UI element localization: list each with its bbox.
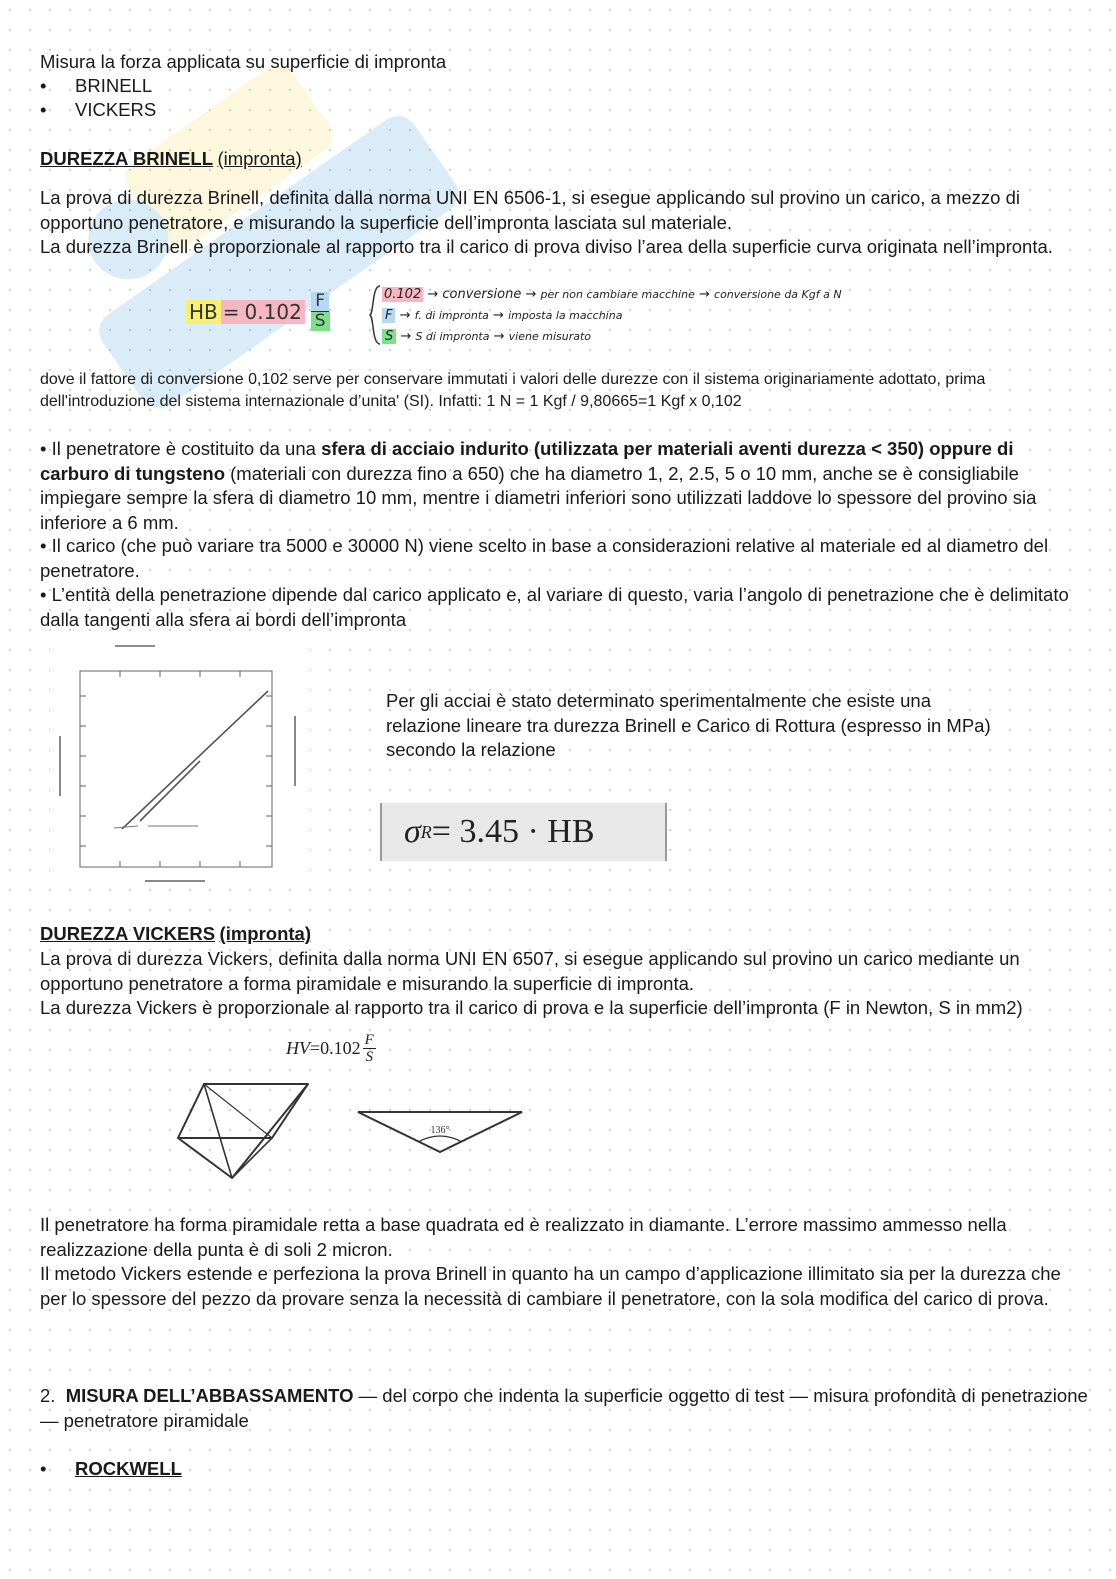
note-3a: S di impronta: [415, 330, 490, 343]
note-row-1: 0.102 → conversione → per non cambiare macchine → conversione da Kgf a N: [384, 287, 842, 302]
intro-bullet-brinell: [40, 74, 152, 99]
brinell-heading-paren: (impronta): [217, 148, 302, 169]
section-2-number: 2.: [40, 1385, 56, 1406]
hb-coef: 0.102: [242, 300, 305, 324]
hv-lhs: HV: [286, 1038, 310, 1058]
sigma-symbol: σ: [404, 813, 421, 850]
relation-rest: = 3.45 · HB: [431, 813, 595, 850]
pyramid-base: [178, 1084, 308, 1138]
hb-formula: [186, 292, 330, 331]
brinell-bullet-3: • L’entità della penetrazione dipende dal carico applicato e, al variare di questo, varia l’angolo di penetrazione che è delimitato dalla tangenti alla sfera ai bordi dell’impronta: [40, 584, 1069, 630]
intro-bullet-vickers: [40, 98, 156, 123]
note-2b: imposta la macchina: [508, 309, 623, 322]
hv-eq: =: [310, 1038, 321, 1058]
note-1a: conversione: [442, 287, 522, 302]
intro-line: Misura la forza applicata su superficie di impronta: [40, 51, 447, 72]
note-1b: per non cambiare macchine: [540, 288, 695, 301]
hb-num: F: [311, 292, 329, 312]
vickers-para3: Il penetratore ha forma piramidale retta a base quadrata ed è realizzato in diamante. L’errore massimo ammesso nella realizzazione della punta è di soli 2 micron.: [40, 1214, 1007, 1260]
hv-den: S: [365, 1049, 373, 1065]
bullet-glyph: •: [40, 1458, 47, 1479]
brinell-heading: [40, 148, 302, 170]
note-key-2: F: [382, 308, 395, 323]
bullet-label: VICKERS: [75, 99, 157, 120]
hv-num: F: [364, 1032, 374, 1048]
vickers-para2: La durezza Vickers è proporzionale al rapporto tra il carico di prova e la superficie dell’impronta (F in Newton, S in mm2): [40, 997, 1023, 1018]
rockwell-label: ROCKWELL: [75, 1458, 182, 1479]
note-2a: f. di impronta: [414, 309, 489, 322]
vickers-heading-main: DUREZZA VICKERS: [40, 923, 216, 944]
bullet-label: BRINELL: [75, 75, 153, 96]
hv-coef: 0.102: [320, 1038, 361, 1058]
bullet-glyph: •: [40, 99, 47, 120]
bullet-glyph: •: [40, 75, 47, 96]
b1-pre: • Il penetratore è costituito da una: [40, 438, 322, 459]
hb-den: S: [311, 312, 330, 331]
vickers-heading-paren: (impronta): [219, 923, 311, 944]
brinell-tensile-plot: [50, 636, 310, 886]
section-2-rest: — del corpo che indenta la superficie oggetto di test — misura profondità di penetrazione — penetratore piramidale: [40, 1385, 1088, 1431]
hb-eq: =: [222, 299, 240, 324]
angle-arc: [418, 1136, 462, 1142]
note-3b: viene misurato: [508, 330, 592, 343]
note-key-3: S: [382, 329, 396, 344]
relation-formula: [380, 803, 667, 861]
angle-label: 136°: [430, 1125, 450, 1136]
sigma-subscript: R: [420, 821, 432, 842]
brace-icon: [368, 284, 382, 346]
pyramid-indenter-drawing: [172, 1080, 312, 1184]
pyramid-diagonal: [204, 1084, 272, 1138]
section-2: [40, 1384, 1090, 1433]
vickers-angle-drawing: [356, 1108, 526, 1158]
hv-fraction: [363, 1032, 376, 1065]
vickers-heading: [40, 923, 311, 945]
plot-background: [50, 636, 310, 886]
section-2-title: MISURA DELL’ABBASSAMENTO: [65, 1385, 354, 1406]
conversion-note: dove il fattore di conversione 0,102 serve per conservare immutati i valori delle durezze con il sistema originariamente adottato, prima dell'introduzione del sistema internazionale d’unita' (SI). Infatti: 1 N = 1 Kgf / 9,80665=1 Kgf x 0,102: [40, 371, 986, 410]
vickers-para1: La prova di durezza Vickers, definita dalla norma UNI EN 6507, si esegue applicando sul provino un carico mediante un opportuno penetratore a forma piramidale e misurando la superficie di impronta.: [40, 948, 1020, 994]
note-row-2: F → f. di impronta → imposta la macchina: [382, 305, 842, 326]
note-1c: conversione da Kgf a N: [714, 288, 842, 301]
rockwell-item: [40, 1457, 182, 1482]
relation-text: Per gli acciai è stato determinato sperimentalmente che esiste una relazione lineare tra durezza Brinell e Carico di Rottura (espresso in MPa) secondo la relazione: [386, 690, 991, 760]
b1-bold: sfera di acciaio indurito (utilizzata per materiali aventi durezza < 350) oppure di carburo di tungsteno: [40, 438, 1014, 484]
brinell-bullet-1: [40, 437, 1085, 535]
brinell-para2: La durezza Brinell è proporzionale al rapporto tra il carico di prova diviso l’area della superficie curva originata nell’impronta.: [40, 236, 1053, 257]
brinell-para1: La prova di durezza Brinell, definita dalla norma UNI EN 6506-1, si esegue applicando sul provino un carico, a mezzo di opportuno penetratore, e misurando la superficie dell’impronta lasciata sul materiale.: [40, 187, 1021, 233]
hv-formula: [286, 1032, 376, 1065]
hb-lhs: HB: [186, 300, 221, 324]
brinell-bullet-2: • Il carico (che può variare tra 5000 e 30000 N) viene scelto in base a considerazioni relative al materiale ed al diametro del penetratore.: [40, 535, 1049, 581]
hb-fraction: [311, 292, 330, 331]
vickers-para4: Il metodo Vickers estende e perfeziona la prova Brinell in quanto ha un campo d’applicazione illimitato sia per la durezza che per lo spessore del pezzo da provare senza la necessità di cambiare il penetratore, con la sola modifica del carico di prova.: [40, 1263, 1061, 1309]
brinell-heading-main: DUREZZA BRINELL: [40, 148, 213, 169]
note-key-1: 0.102: [384, 287, 422, 302]
note-row-3: S → S di impronta → viene misurato: [382, 326, 842, 347]
hb-notes: [382, 284, 842, 347]
b1-post: (materiali con durezza fino a 650) che ha diametro 1, 2, 2.5, 5 o 10 mm, anche se è consigliabile impiegare sempre la sfera di diametro 10 mm, mentre i diametri inferiori sono utilizzati laddove lo spessore del provino sia inferiore a 6 mm.: [40, 462, 1037, 533]
